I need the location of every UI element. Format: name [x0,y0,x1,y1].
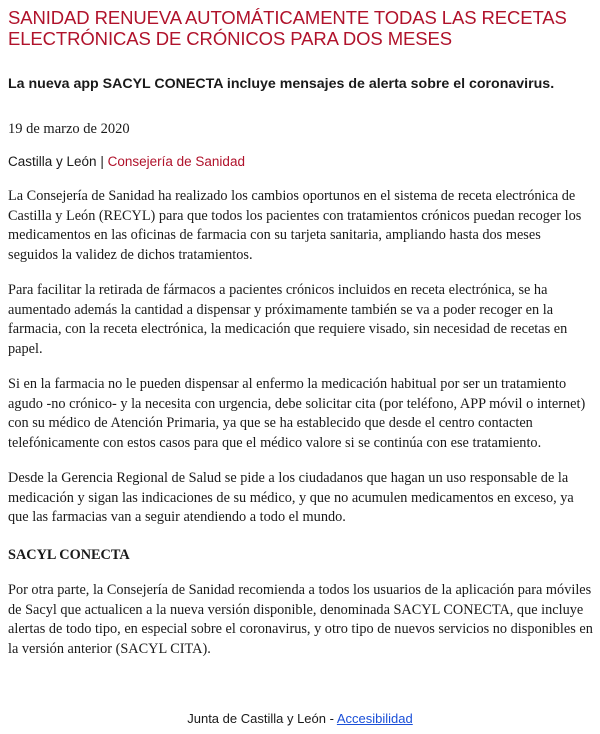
department-link[interactable]: Consejería de Sanidad [107,154,245,169]
region-label: Castilla y León [8,154,97,169]
page-footer [0,710,600,728]
paragraph-1: La Consejería de Sanidad ha realizado los cambios oportunos en el sistema de receta electrónica de Castilla y León (RECYL) para que todos los pacientes con tratamientos crónicos puedan recoger los medicamentos en las oficinas de farmacia con su tarjeta sanitaria, ampliando hasta dos meses seguidos la validez de dichos tratamientos. [8,188,582,263]
article-meta [8,153,594,171]
section-paragraph: Por otra parte, la Consejería de Sanidad recomienda a todos los usuarios de la aplicación para móviles de Sacyl que actualicen a la nueva versión disponible, denominada SACYL CONECTA, que incluye alertas de todo tipo, en especial sobre el coronavirus, y otro tipo de nuevos servicios no disponibles en la versión anterior (SACYL CITA). [8,582,593,657]
paragraph-2: Para facilitar la retirada de fármacos a pacientes crónicos incluidos en receta electrónica, se ha aumentado además la cantidad a dispensar y próximamente también se va a poder recoger en la farmacia, con la receta electrónica, la medicación que requiere visado, sin necesidad de recetas en papel. [8,282,568,357]
meta-separator: | [100,154,104,169]
article-subtitle: La nueva app SACYL CONECTA incluye mensajes de alerta sobre el coronavirus. [8,76,555,92]
accessibility-link[interactable]: Accesibilidad [336,711,413,726]
page-title: SANIDAD RENUEVA AUTOMÁTICAMENTE TODAS LAS RECETAS ELECTRÓNICAS DE CRÓNICOS PARA DOS MESES [8,7,567,49]
publication-date: 19 de marzo de 2020 [8,121,130,137]
paragraph-3: Si en la farmacia no le pueden dispensar al enfermo la medicación habitual por ser un tratamiento agudo -no crónico- y la necesita con urgencia, debe solicitar cita (por teléfono, APP móvil o internet) con su médico de Atención Primaria, ya que se ha establecido que desde el centro contacten telefónicamente con estos casos para que el médico valore si se continúa con ese tratamiento. [8,376,586,451]
article [8,7,594,659]
paragraph-4: Desde la Gerencia Regional de Salud se pide a los ciudadanos que hagan un uso responsable de la medicación y sigan las indicaciones de su médico, y que no acumulen medicamentos en exceso, ya que las farmacias van a seguir atendiendo a todo el mundo. [8,470,574,525]
section-heading: SACYL CONECTA [8,546,130,563]
footer-separator: - [329,711,334,726]
footer-owner: Junta de Castilla y León [187,711,326,726]
